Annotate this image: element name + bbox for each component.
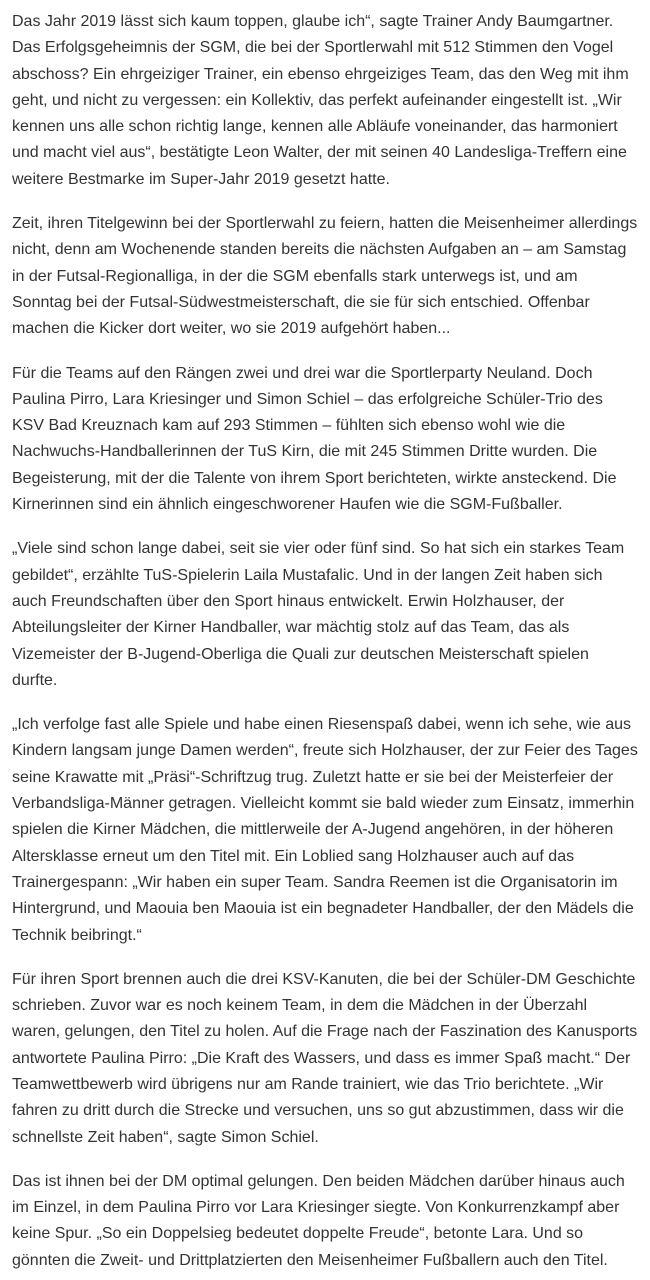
- article-paragraph: „Viele sind schon lange dabei, seit sie vier oder fünf sind. So hat sich ein starkes Team gebildet“, erzählte TuS-Spielerin Laila Mustafalic. Und in der langen Zeit haben sich auch Freundschaften über den Sport hinaus entwickelt. Erwin Holzhauser, der Abteilungsleiter der Kirner Handballer, war mächtig stolz auf das Team, das als Vizemeister der B-Jugend-Oberliga die Quali zur deutschen Meisterschaft spielen durfte.: [12, 540, 625, 689]
- article-paragraph: Für die Teams auf den Rängen zwei und drei war die Sportlerparty Neuland. Doch Paulina Pirro, Lara Kriesinger und Simon Schiel – das erfolgreiche Schüler-Trio des KSV Bad Kreuznach kam auf 293 Stimmen – fühlten sich ebenso wohl wie die Nachwuchs-Handballerinnen der TuS Kirn, die mit 245 Stimmen Dritte wurden. Die Begeisterung, mit der die Talente von ihrem Sport berichteten, wirkte ansteckend. Die Kirnerinnen sind ein ähnlich eingeschworener Haufen wie die SGM-Fußballer.: [12, 364, 617, 514]
- article-paragraph: Das ist ihnen bei der DM optimal gelungen. Den beiden Mädchen darüber hinaus auch im Einzel, in dem Paulina Pirro vor Lara Kriesinger siegte. Von Konkurrenzkampf aber keine Spur. „So ein Doppelsieg bedeutet doppelte Freude“, betonte Lara. Und so gönnten die Zweit- und Drittplatzierten den Meisenheimer Fußballern auch den Titel.: [12, 1172, 625, 1269]
- article-paragraph: Das Jahr 2019 lässt sich kaum toppen, glaube ich“, sagte Trainer Andy Baumgartner. Das Erfolgsgeheimnis der SGM, die bei der Sportlerwahl mit 512 Stimmen den Vogel abschoss? Ein ehrgeiziger Trainer, ein ebenso ehrgeiziges Team, das den Weg mit ihm geht, und nicht zu vergessen: ein Kollektiv, das perfekt aufeinander eingestellt ist. „Wir kennen uns alle schon richtig lange, kennen alle Abläufe voneinander, das harmoniert und macht viel aus“, bestätigte Leon Walter, der mit seinen 40 Landesliga-Treffern eine weitere Bestmarke im Super-Jahr 2019 gesetzt hatte.: [12, 13, 629, 188]
- article-paragraph: Für ihren Sport brennen auch die drei KSV-Kanuten, die bei der Schüler-DM Geschichte schrieben. Zuvor war es noch keinem Team, in dem die Mädchen in der Überzahl waren, gelungen, den Titel zu holen. Auf die Frage nach der Faszination des Kanusports antwortete Paulina Pirro: „Die Kraft des Wassers, und dass es immer Spaß macht.“ Der Teamwettbewerb wird übrigens nur am Rande trainiert, wie das Trio berichtete. „Wir fahren zu dritt durch die Strecke und versuchen, uns so gut abzustimmen, dass wir die schnellste Zeit haben“, sagte Simon Schiel.: [12, 970, 638, 1146]
- article-body: [12, 9, 638, 1274]
- article-paragraph: Zeit, ihren Titelgewinn bei der Sportlerwahl zu feiern, hatten die Meisenheimer allerdings nicht, denn am Wochenende standen bereits die nächsten Aufgaben an – am Samstag in der Futsal-Regionalliga, in der die SGM ebenfalls stark unterwegs ist, und am Sonntag bei der Futsal-Südwestmeisterschaft, die sie für sich entschied. Offenbar machen die Kicker dort weiter, wo sie 2019 aufgehört haben...: [12, 215, 638, 338]
- article-paragraph: „Ich verfolge fast alle Spiele und habe einen Riesenspaß dabei, wenn ich sehe, wie aus Kindern langsam junge Damen werden“, freute sich Holzhauser, der zur Feier des Tages seine Krawatte mit „Präsi“-Schriftzug trug. Zuletzt hatte er sie bei der Meisterfeier der Verbandsliga-Männer getragen. Vielleicht kommt sie bald wieder zum Einsatz, immerhin spielen die Kirner Mädchen, die mittlerweile der A-Jugend angehören, in der höheren Altersklasse erneut um den Titel mit. Ein Loblied sang Holzhauser auch auf das Trainergespann: „Wir haben ein super Team. Sandra Reemen ist die Organisatorin im Hintergrund, und Maouia ben Maouia ist ein begnadeter Handballer, der den Mädels die Technik beibringt.“: [12, 716, 638, 944]
